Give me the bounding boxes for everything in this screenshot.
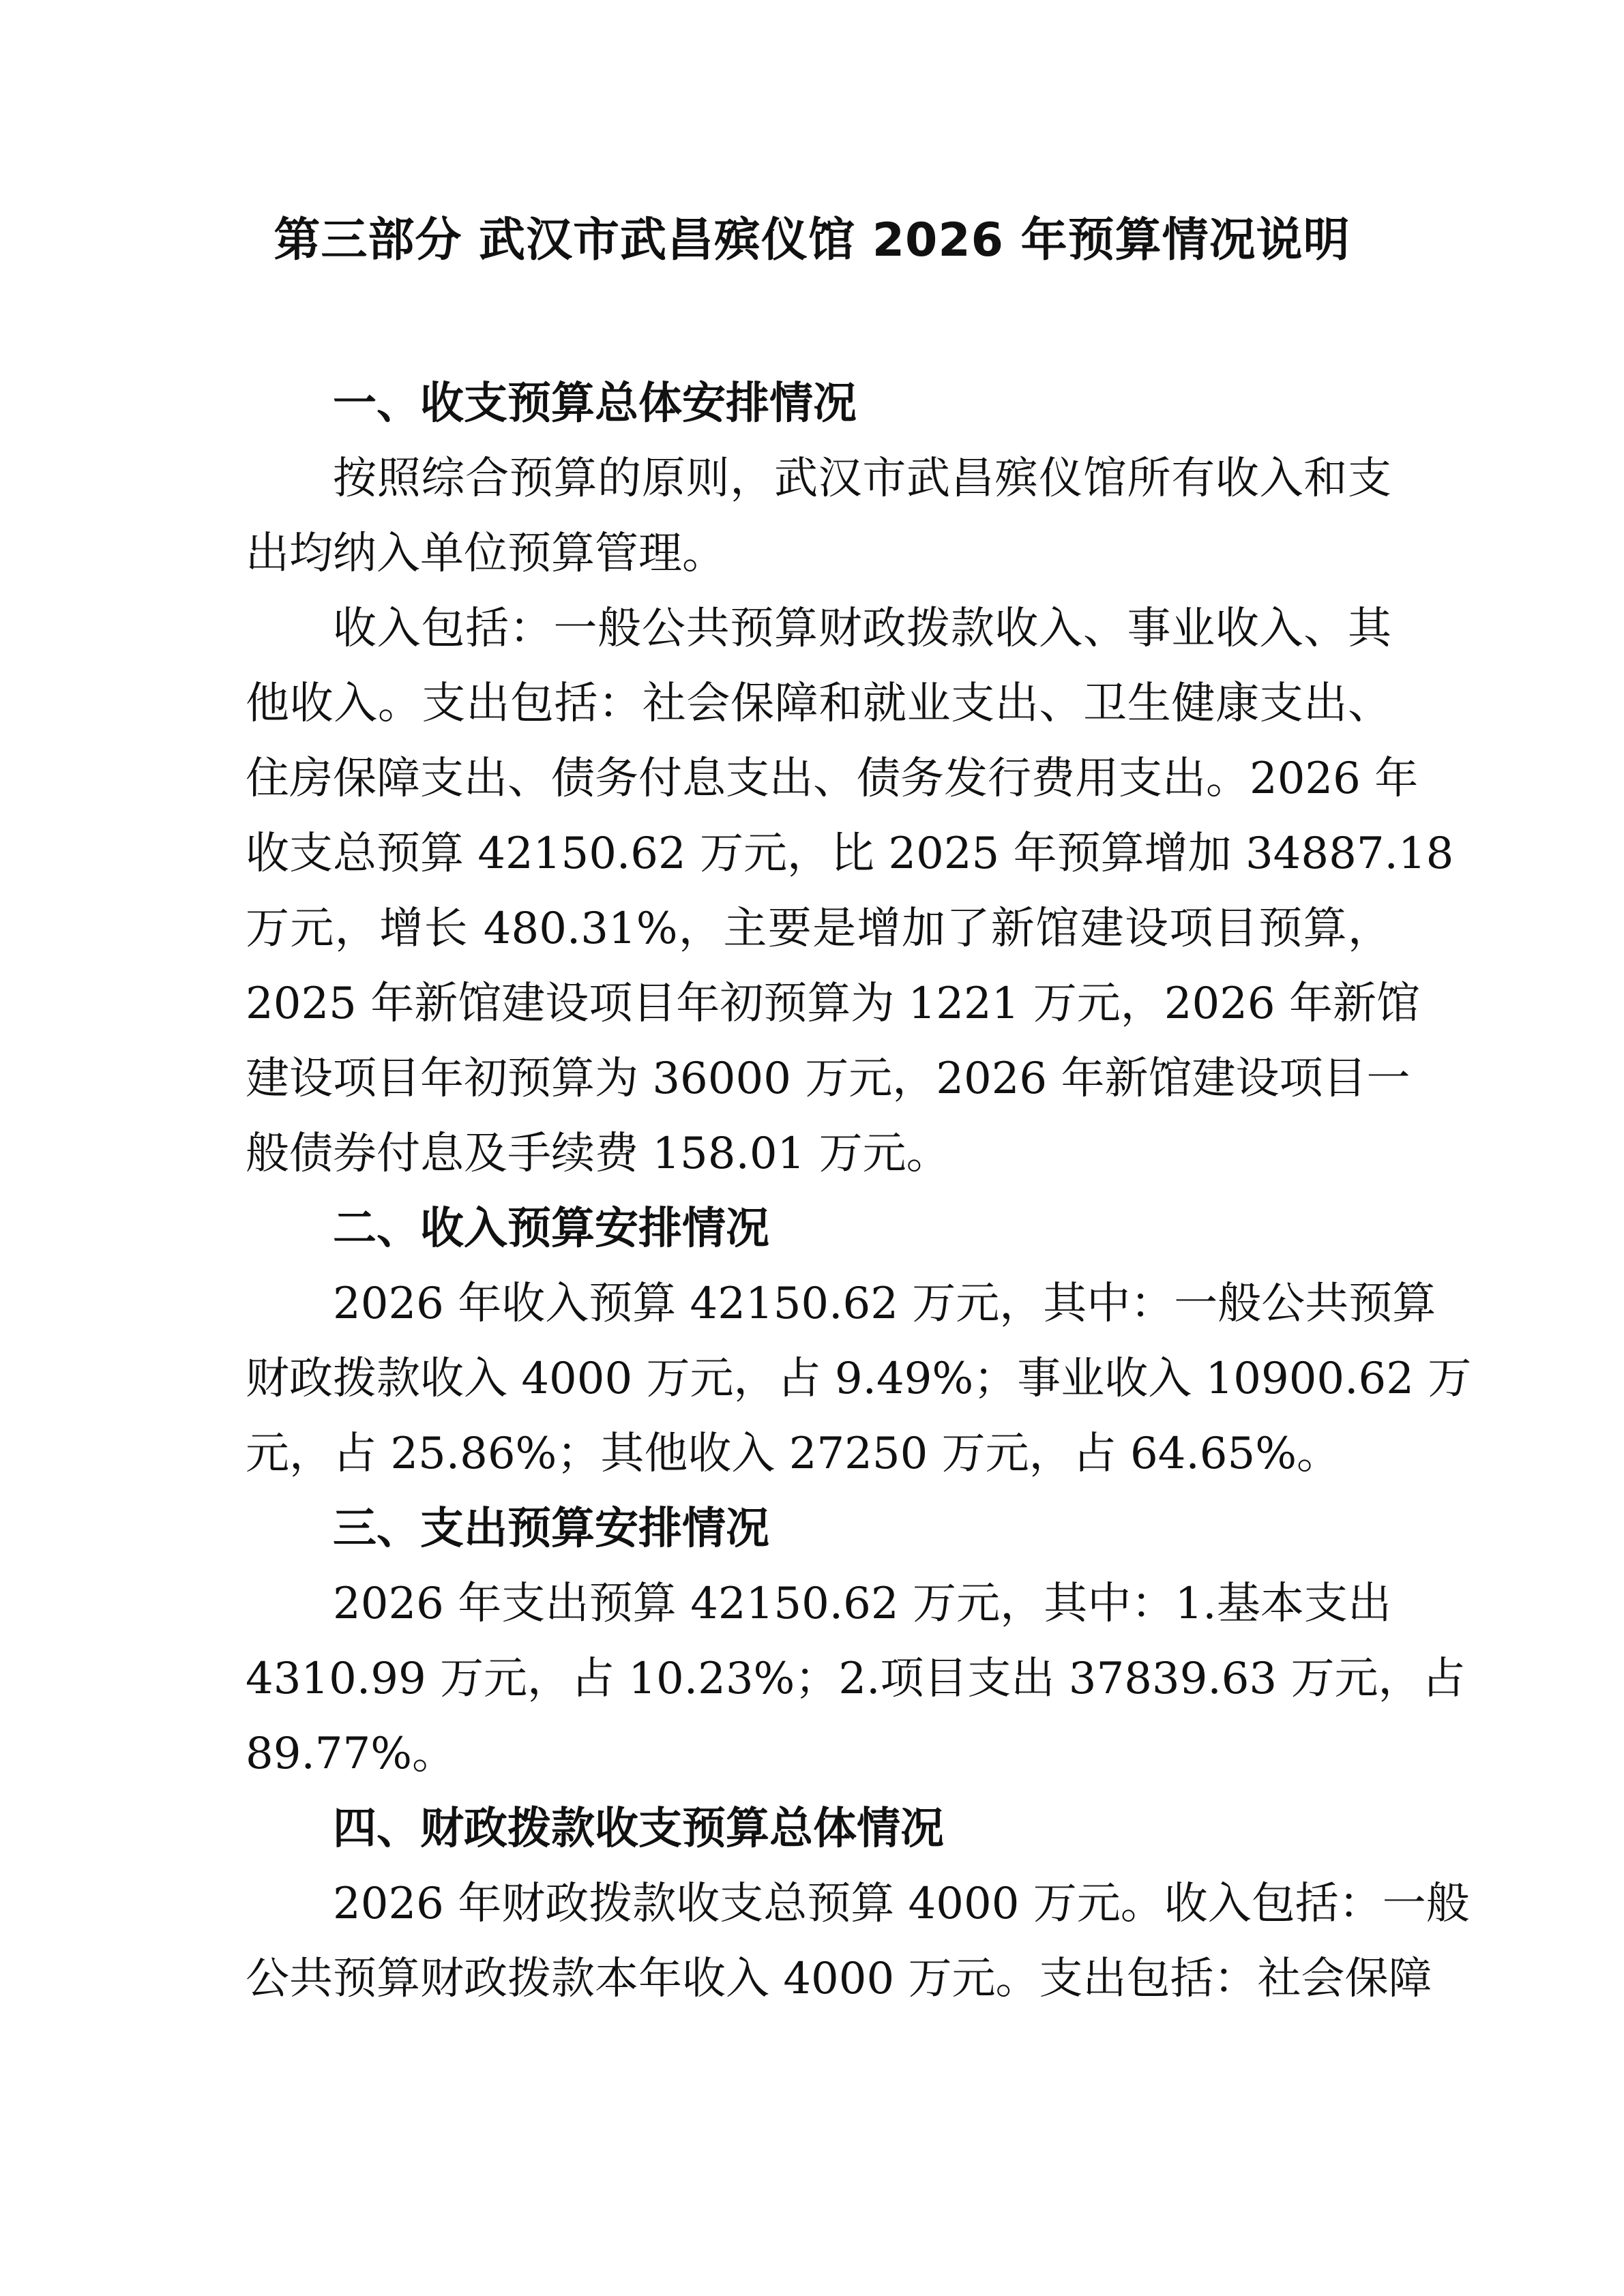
- paragraph-line: 建设项目年初预算为 36000 万元，2026 年新馆建设项目一: [246, 1054, 1411, 1104]
- paragraph-line: 89.77%。: [246, 1729, 456, 1779]
- paragraph: [246, 441, 1391, 591]
- section-heading: 二、收入预算安排情况: [333, 1204, 769, 1254]
- paragraph: [246, 1566, 1466, 1791]
- paragraph-line: 2025 年新馆建设项目年初预算为 1221 万元，2026 年新馆: [246, 979, 1420, 1029]
- paragraph-line: 4310.99 万元，占 10.23%；2.项目支出 37839.63 万元，占: [246, 1654, 1466, 1704]
- section-heading: 一、收支预算总体安排情况: [333, 378, 857, 429]
- paragraph-line: 元，占 25.86%；其他收入 27250 万元，占 64.65%。: [246, 1429, 1341, 1479]
- paragraph-line: 公共预算财政拨款本年收入 4000 万元。支出包括：社会保障: [246, 1954, 1432, 2004]
- section-heading: 四、财政拨款收支预算总体情况: [333, 1804, 944, 1854]
- paragraph-line: 他收入。支出包括：社会保障和就业支出、卫生健康支出、: [246, 679, 1391, 729]
- paragraph-line: 收支总预算 42150.62 万元，比 2025 年预算增加 34887.18: [246, 829, 1454, 879]
- paragraph: [246, 1866, 1470, 2016]
- paragraph-line: 出均纳入单位预算管理。: [246, 528, 726, 579]
- paragraph-line: 2026 年财政拨款收支总预算 4000 万元。收入包括：一般: [333, 1879, 1470, 1929]
- section-heading: 三、支出预算安排情况: [333, 1504, 769, 1554]
- paragraph: [246, 591, 1454, 1191]
- document-title: 第三部分 武汉市武昌殡仪馆 2026 年预算情况说明: [274, 213, 1350, 267]
- document-body: [246, 366, 1472, 2016]
- paragraph-line: 2026 年收入预算 42150.62 万元，其中：一般公共预算: [333, 1279, 1436, 1329]
- paragraph-line: 万元，增长 480.31%，主要是增加了新馆建设项目预算，: [246, 904, 1391, 954]
- paragraph-line: 财政拨款收入 4000 万元，占 9.49%；事业收入 10900.62 万: [246, 1354, 1472, 1404]
- paragraph: [246, 1266, 1472, 1491]
- paragraph-line: 2026 年支出预算 42150.62 万元，其中：1.基本支出: [333, 1579, 1391, 1629]
- paragraph-line: 住房保障支出、债务付息支出、债务发行费用支出。2026 年: [246, 754, 1419, 804]
- paragraph-line: 收入包括：一般公共预算财政拨款收入、事业收入、其: [333, 603, 1391, 654]
- paragraph-line: 般债券付息及手续费 158.01 万元。: [246, 1129, 950, 1179]
- paragraph-line: 按照综合预算的原则，武汉市武昌殡仪馆所有收入和支: [333, 453, 1391, 504]
